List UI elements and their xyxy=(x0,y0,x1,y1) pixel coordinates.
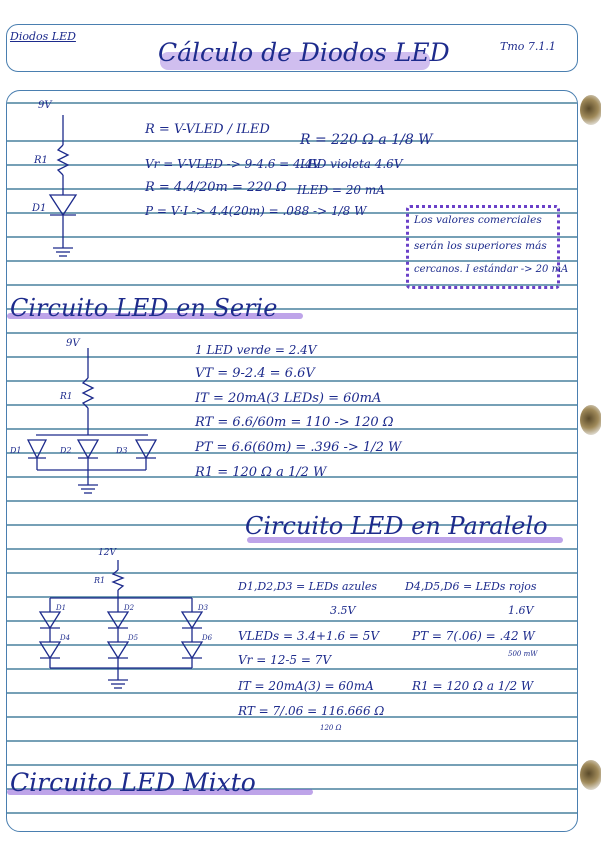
line-r: R = 4.4/20m = 220 Ω xyxy=(145,180,287,195)
voltage-label: 9V xyxy=(38,100,52,111)
series-led-circuit xyxy=(28,348,156,493)
series-line-2: VT = 9-2.4 = 6.6V xyxy=(195,366,315,381)
parallel-d4-label: D4 xyxy=(60,634,71,642)
parallel-rt: RT = 7/.06 = 116.666 Ω xyxy=(238,704,385,718)
page-title: Cálculo de Diodos LED xyxy=(158,38,450,67)
parallel-d6-label: D6 xyxy=(202,634,213,642)
single-led-circuit xyxy=(50,115,76,256)
series-d1-label: D1 xyxy=(10,446,22,455)
formula-r: R = V-VLED / ILED xyxy=(145,122,270,137)
series-voltage-label: 9V xyxy=(66,338,80,349)
parallel-d2-label: D2 xyxy=(124,604,135,612)
parallel-led-circuit xyxy=(40,560,202,688)
parallel-v-right: 1.6V xyxy=(508,604,534,617)
parallel-d1-label: D1 xyxy=(56,604,67,612)
series-resistor-label: R1 xyxy=(60,392,73,402)
subject-label: Diodos LED xyxy=(10,30,76,43)
date-label: Tmo 7.1.1 xyxy=(500,40,556,53)
parallel-rt-note: 120 Ω xyxy=(320,724,342,732)
parallel-line-right: D4,D5,D6 = LEDs rojos xyxy=(405,580,537,593)
resistor-label: R1 xyxy=(34,155,48,166)
parallel-voltage-label: 12V xyxy=(98,548,116,558)
series-line-1: 1 LED verde = 2.4V xyxy=(195,343,317,357)
mixed-title: Circuito LED Mixto xyxy=(10,768,256,797)
result-r: R = 220 Ω a 1/8 W xyxy=(300,132,433,148)
parallel-vr: Vr = 12-5 = 7V xyxy=(238,653,332,667)
parallel-d5-label: D5 xyxy=(128,634,139,642)
line-vr: Vr = V-VLED -> 9-4.6 = 4.4V xyxy=(145,157,321,171)
series-line-6: R1 = 120 Ω a 1/2 W xyxy=(195,465,327,480)
parallel-resistor-label: R1 xyxy=(94,576,106,585)
series-d2-label: D2 xyxy=(60,446,72,455)
parallel-v-left: 3.5V xyxy=(330,604,356,617)
parallel-d3-label: D3 xyxy=(198,604,209,612)
note-line-2: serán los superiores más xyxy=(414,240,547,252)
parallel-pt-note: 500 mW xyxy=(508,650,538,658)
parallel-r1: R1 = 120 Ω a 1/2 W xyxy=(412,679,534,693)
parallel-vleds: VLEDs = 3.4+1.6 = 5V xyxy=(238,629,380,643)
series-d3-label: D3 xyxy=(116,446,128,455)
series-line-5: PT = 6.6(60m) = .396 -> 1/2 W xyxy=(195,440,402,455)
series-line-3: IT = 20mA(3 LEDs) = 60mA xyxy=(195,391,382,406)
led-note: LED violeta 4.6V xyxy=(300,157,403,171)
diode-label: D1 xyxy=(32,203,47,214)
series-line-4: RT = 6.6/60m = 110 -> 120 Ω xyxy=(195,415,394,430)
parallel-it: IT = 20mA(3) = 60mA xyxy=(238,679,374,693)
note-line-1: Los valores comerciales xyxy=(414,214,542,226)
line-iled: ILED = 20 mA xyxy=(297,183,385,197)
series-title: Circuito LED en Serie xyxy=(10,294,278,322)
parallel-title: Circuito LED en Paralelo xyxy=(245,512,548,540)
parallel-pt: PT = 7(.06) = .42 W xyxy=(412,629,535,643)
parallel-line-left: D1,D2,D3 = LEDs azules xyxy=(238,580,378,593)
note-line-3: cercanos. I estándar -> 20 mA xyxy=(414,264,569,275)
line-p: P = V·I -> 4.4(20m) = .088 -> 1/8 W xyxy=(145,204,367,218)
